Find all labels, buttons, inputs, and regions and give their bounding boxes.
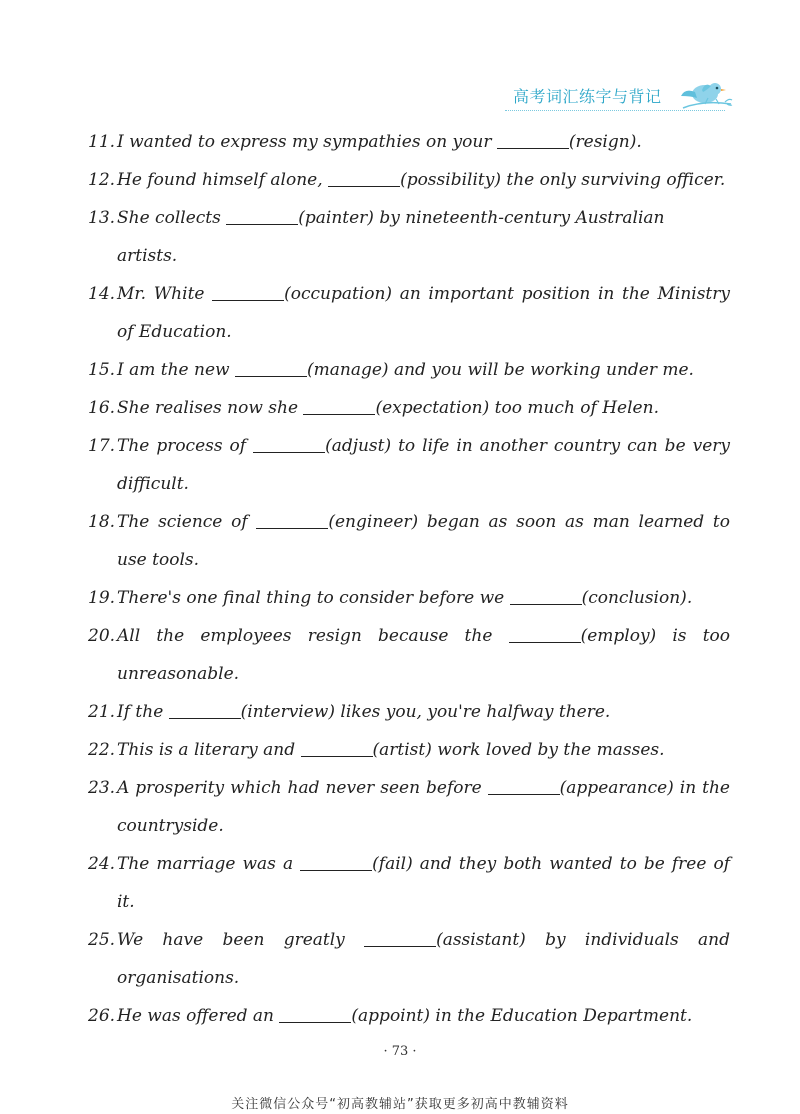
- answer-blank: [300, 853, 372, 871]
- exercise-item: [88, 199, 730, 275]
- exercise-text-after: to life in another country can be very difficult.: [117, 436, 730, 494]
- exercise-item: [88, 921, 730, 997]
- word-hint: (employ): [580, 626, 657, 646]
- exercise-text-after: the only surviving officer.: [500, 170, 726, 190]
- answer-blank: [301, 739, 373, 757]
- exercise-text: [117, 427, 730, 503]
- exercise-item: [88, 731, 730, 769]
- word-hint: (resign).: [568, 132, 642, 152]
- exercise-text: [117, 199, 730, 275]
- word-hint: (adjust): [325, 436, 392, 456]
- exercise-item: [88, 427, 730, 503]
- exercise-list: [88, 123, 730, 1035]
- exercise-item: [88, 161, 730, 199]
- answer-blank: [253, 435, 325, 453]
- answer-blank: [510, 587, 582, 605]
- exercise-text-before: She realises now she: [117, 398, 304, 418]
- exercise-text-after: too much of Helen.: [489, 398, 659, 418]
- word-hint: (interview): [240, 702, 335, 722]
- exercise-text: [117, 503, 730, 579]
- word-hint: (artist): [372, 740, 432, 760]
- answer-blank: [364, 929, 436, 947]
- answer-blank: [279, 1005, 351, 1023]
- exercise-text: [117, 389, 730, 427]
- exercise-text-after: in the countryside.: [117, 778, 730, 836]
- exercise-text-before: A prosperity which had never seen before: [117, 778, 488, 798]
- exercise-text-after: an important position in the Ministry of Education.: [117, 284, 730, 342]
- exercise-text-after: work loved by the masses.: [431, 740, 665, 760]
- answer-blank: [235, 359, 307, 377]
- exercise-text: [117, 617, 730, 693]
- exercise-text-before: We have been greatly: [117, 930, 365, 950]
- answer-blank: [328, 169, 400, 187]
- exercise-number: 17.: [88, 436, 116, 456]
- exercise-number: 23.: [88, 778, 116, 798]
- exercise-text-after: by individuals and organisations.: [117, 930, 730, 988]
- exercise-text: [117, 579, 730, 617]
- word-hint: (occupation): [284, 284, 393, 304]
- word-hint: (appoint): [351, 1006, 431, 1026]
- exercise-text: [117, 769, 730, 845]
- word-hint: (assistant): [436, 930, 526, 950]
- exercise-text-after: is too unreasonable.: [117, 626, 730, 684]
- exercise-text: [117, 161, 730, 199]
- exercise-text-before: I am the new: [117, 360, 235, 380]
- exercise-text: [117, 731, 730, 769]
- page-number: · 73 ·: [383, 1044, 417, 1059]
- word-hint: (expectation): [375, 398, 490, 418]
- exercise-text-after: and you will be working under me.: [388, 360, 694, 380]
- word-hint: (fail): [372, 854, 413, 874]
- exercise-number: 12.: [88, 170, 116, 190]
- word-hint: (painter): [298, 208, 374, 228]
- exercise-text-before: The process of: [117, 436, 254, 456]
- exercise-item: [88, 997, 730, 1035]
- exercise-item: [88, 389, 730, 427]
- exercise-text-before: He found himself alone,: [117, 170, 329, 190]
- exercise-text-after: by nineteenth-century Australian artists.: [117, 208, 665, 266]
- exercise-text: [117, 845, 730, 921]
- word-hint: (conclusion).: [581, 588, 693, 608]
- exercise-item: [88, 693, 730, 731]
- word-hint: (appearance): [559, 778, 674, 798]
- exercise-text: [117, 693, 730, 731]
- exercise-number: 24.: [88, 854, 116, 874]
- exercise-text-after: in the Education Department.: [430, 1006, 693, 1026]
- exercise-text-before: I wanted to express my sympathies on your: [117, 132, 497, 152]
- exercise-text: [117, 123, 730, 161]
- answer-blank: [169, 701, 241, 719]
- page-header: [505, 78, 730, 118]
- exercise-item: [88, 351, 730, 389]
- exercise-number: 19.: [88, 588, 116, 608]
- header-divider: [505, 110, 725, 111]
- exercise-number: 13.: [88, 208, 116, 228]
- exercise-number: 15.: [88, 360, 116, 380]
- header-title: 高考词汇练字与背记: [513, 87, 662, 106]
- answer-blank: [303, 397, 375, 415]
- exercise-number: 16.: [88, 398, 116, 418]
- answer-blank: [256, 511, 328, 529]
- exercise-text-before: All the employees resign because the: [117, 626, 509, 646]
- exercise-number: 25.: [88, 930, 116, 950]
- exercise-text-before: She collects: [117, 208, 227, 228]
- exercise-number: 26.: [88, 1006, 116, 1026]
- exercise-text-before: The marriage was a: [117, 854, 301, 874]
- footer-text: 关注微信公众号“初高教辅站”获取更多初高中教辅资料: [231, 1097, 569, 1112]
- exercise-number: 20.: [88, 626, 116, 646]
- exercise-text: [117, 351, 730, 389]
- answer-blank: [212, 283, 284, 301]
- exercise-text: [117, 921, 730, 997]
- exercise-text-before: Mr. White: [117, 284, 213, 304]
- answer-blank: [497, 131, 569, 149]
- exercise-item: [88, 845, 730, 921]
- exercise-number: 14.: [88, 284, 116, 304]
- word-hint: (possibility): [400, 170, 501, 190]
- exercise-text-after: and they both wanted to be free of it.: [117, 854, 730, 912]
- exercise-text-before: There's one final thing to consider before we: [117, 588, 510, 608]
- exercise-number: 22.: [88, 740, 116, 760]
- answer-blank: [226, 207, 298, 225]
- exercise-number: 11.: [88, 132, 116, 152]
- bird-icon: [675, 78, 733, 110]
- word-hint: (engineer): [328, 512, 419, 532]
- exercise-text-before: The science of: [117, 512, 257, 532]
- exercise-number: 18.: [88, 512, 116, 532]
- exercise-text-before: This is a literary and: [117, 740, 301, 760]
- exercise-item: [88, 769, 730, 845]
- exercise-text-before: He was offered an: [117, 1006, 280, 1026]
- exercise-item: [88, 275, 730, 351]
- answer-blank: [488, 777, 560, 795]
- exercise-text-after: likes you, you're halfway there.: [334, 702, 611, 722]
- exercise-item: [88, 123, 730, 161]
- word-hint: (manage): [307, 360, 389, 380]
- exercise-text: [117, 997, 730, 1035]
- exercise-item: [88, 579, 730, 617]
- exercise-text-after: began as soon as man learned to use tools.: [117, 512, 730, 570]
- exercise-text-before: If the: [117, 702, 169, 722]
- exercise-number: 21.: [88, 702, 116, 722]
- exercise-item: [88, 503, 730, 579]
- answer-blank: [509, 625, 581, 643]
- exercise-item: [88, 617, 730, 693]
- exercise-text: [117, 275, 730, 351]
